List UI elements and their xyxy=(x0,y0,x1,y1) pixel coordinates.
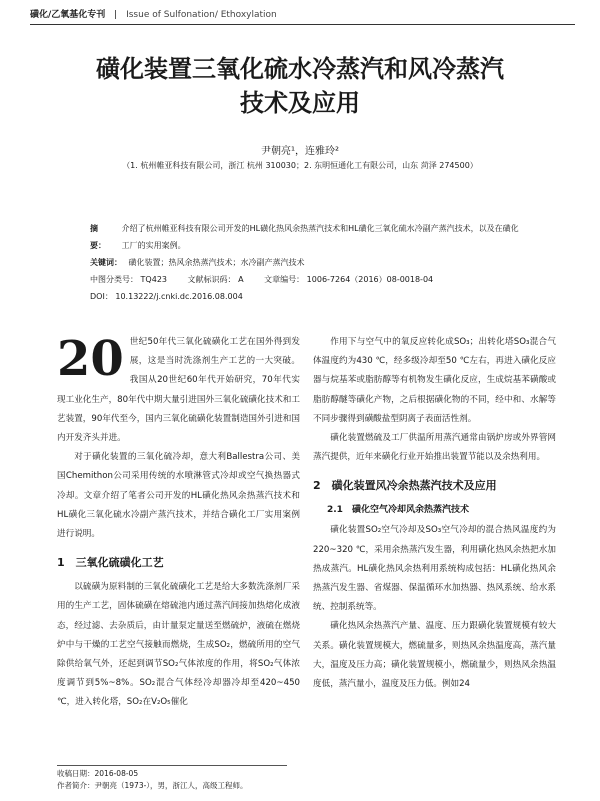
body-column-left xyxy=(57,333,300,713)
paragraph: 对于磺化装置的三氧化硫冷却，意大利Ballestra公司、美国Chemithon公司采用传统的水喷淋管式冷却或空气换热器式冷却。文章介绍了笔者公司开发的HL磺化热风余热蒸汽技术和HL磺化三氧化硫水冷副产蒸汽技术，并结合磺化工厂实用案例进行说明。 xyxy=(57,452,300,540)
abstract-label: 摘 要： xyxy=(90,224,106,250)
section-heading-2: 2 磺化装置风冷余热蒸汽技术及应用 xyxy=(313,479,497,493)
classification-line xyxy=(90,271,520,288)
keywords xyxy=(90,254,520,271)
intro-paragraph xyxy=(57,333,300,448)
authors: 尹朝亮¹，连雅玲² xyxy=(260,146,340,157)
section-heading-1: 1 三氧化硫磺化工艺 xyxy=(57,556,164,570)
clc-label: 中图分类号： xyxy=(90,275,138,284)
intro-text: 世纪50年代三氧化硫磺化工艺在国外得到发展，这是当时洗涤剂生产工艺的一大突破。我国从20世纪60年代开始研究，70年代实现工业化生产，80年代中期大量引进国外三氧化硫磺化技术和工艺装置，90年代至今，国内三氧化硫磺化装置制造国外引进和国内开发齐头并进。 xyxy=(57,337,300,444)
paragraph: 磺化热风余热蒸汽产量、温度、压力跟磺化装置规模有较大关系。磺化装置规模大，燃硫量多，则热风余热温度高，蒸汽量大，温度及压力高；磺化装置规模小，燃硫量少，则热风余热温度低，蒸汽量小，温度及压力低。例如24 xyxy=(313,621,556,690)
clc-value: TQ423 xyxy=(140,275,167,284)
footnote xyxy=(57,765,287,792)
title-line-1: 磺化装置三氧化硫水冷蒸汽和风冷蒸汽 xyxy=(96,55,504,83)
journal-column: 磺化/乙氧基化专刊 xyxy=(30,10,106,20)
doi-line xyxy=(90,288,520,305)
running-header xyxy=(30,8,575,25)
received-date: 收稿日期：2016-08-05 xyxy=(57,769,139,778)
subsection-heading-2-1: 2.1 磺化空气冷却风余热蒸汽技术 xyxy=(327,505,469,516)
article-metadata xyxy=(90,220,520,305)
article-number-label: 文章编号： xyxy=(264,275,305,284)
title-line-2: 技术及应用 xyxy=(240,89,360,117)
abstract xyxy=(90,220,520,254)
keywords-label: 关键词： xyxy=(90,258,122,267)
journal-english-title: Issue of Sulfonation/ Ethoxylation xyxy=(126,10,277,20)
paragraph: 以硫磺为原料制的三氧化硫磺化工艺是给大多数洗涤剂厂采用的生产工艺，固体硫磺在熔硫池内通过蒸汽间接加热熔化成液态，经过滤、去杂质后，由计量泵定量送至燃硫炉，液硫在燃烧炉中与干燥的工艺空气接触而燃烧，生成SO₂，燃硫所用的空气除供给氧气外，还起到调节SO₂气体浓度的作用，将SO₂气体浓度调节到5%~8%。SO₂混合气体经冷却器冷却至420~450 ℃，进入转化塔，SO₂在V₂O₅催化 xyxy=(57,582,300,708)
author-intro: 作者简介：尹朝亮（1973-），男，浙江人，高级工程师。 xyxy=(57,781,248,790)
doi-label: DOI： xyxy=(90,292,113,301)
article-number-value: 1006-7264（2016）08-0018-04 xyxy=(306,275,434,284)
body-column-right xyxy=(313,333,556,694)
paragraph: 磺化装置燃硫及工厂供温所用蒸汽通常由锅炉房或外界管网蒸汽提供，近年来磺化行业开始推出装置节能以及余热利用。 xyxy=(313,433,556,463)
paragraph: 作用下与空气中的氧反应转化成SO₃；出转化塔SO₃混合气体温度约为430 ℃，经多级冷却至50 ℃左右，再进入磺化反应器与烷基苯或脂肪醇等有机物发生磺化反应，生成烷基苯磺酸或脂肪醇醚等磺化产物，之后根据磺化物的不同，经中和、水解等不同步骤得到磺酸盐型阴离子表面活性剂。 xyxy=(313,337,556,424)
header-separator: | xyxy=(114,10,118,20)
drop-cap: 20 xyxy=(57,331,124,387)
keywords-text: 磺化装置；热风余热蒸汽技术；水冷副产蒸汽技术 xyxy=(128,258,305,267)
doc-code-value: A xyxy=(238,275,244,284)
doi-value: 10.13222/j.cnki.dc.2016.08.004 xyxy=(115,292,243,301)
paragraph: 磺化装置SO₂空气冷却及SO₃空气冷却的混合热风温度约为220~320 ℃，采用余热蒸汽发生器，利用磺化热风余热把水加热成蒸汽。HL磺化热风余热利用系统构成包括：HL磺化热风余热蒸汽发生器、省煤器、保温循环水加热器、热风系统、给水系统、控制系统等。 xyxy=(313,525,556,613)
article-title xyxy=(40,52,560,120)
affiliations: （1. 杭州帷亚科技有限公司，浙江 杭州 310030；2. 东明恒通化工有限公司，山东 菏泽 274500） xyxy=(122,161,478,170)
doc-code-label: 文献标识码： xyxy=(187,275,236,284)
abstract-text: 介绍了杭州帷亚科技有限公司开发的HL磺化热风余热蒸汽技术和HL磺化三氧化硫水冷副产蒸汽技术，以及在磺化工厂的实用案例。 xyxy=(121,224,519,250)
